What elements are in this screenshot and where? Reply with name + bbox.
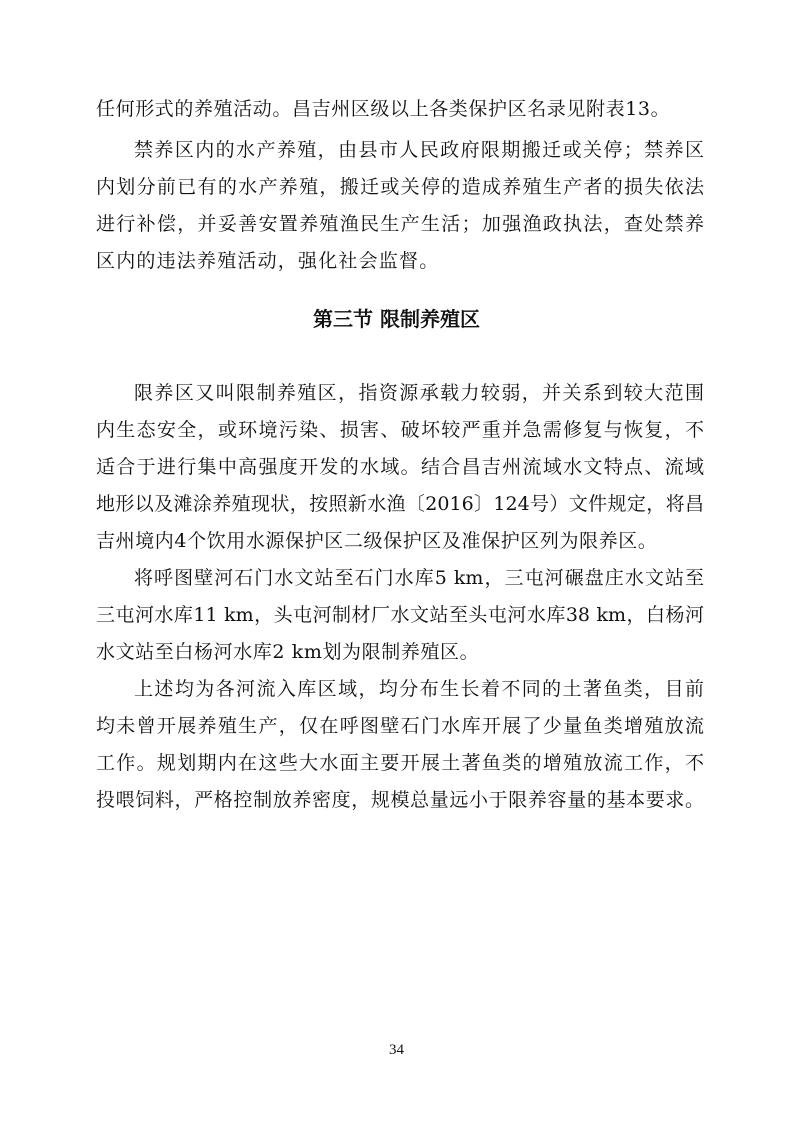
paragraph-line: 吉州境内4个饮用水源保护区二级保护区及准保护区列为限养区。 xyxy=(96,530,658,552)
paragraph-line: 限养区又叫限制养殖区，指资源承载力较弱，并关系到较大范围 xyxy=(134,382,704,404)
paragraph-line: 内划分前已有的水产养殖，搬迁或关停的造成养殖生产者的损失依法 xyxy=(96,176,704,198)
paragraph-line: 禁养区内的水产养殖，由县市人民政府限期搬迁或关停；禁养区 xyxy=(134,139,704,161)
paragraph-line: 水文站至白杨河水库2 km划为限制养殖区。 xyxy=(96,641,480,663)
paragraph-line: 进行补偿，并妥善安置养殖渔民生产生活；加强渔政执法，查处禁养 xyxy=(96,213,704,235)
section-heading: 第三节 限制养殖区 xyxy=(313,307,480,331)
paragraph-line: 适合于进行集中高强度开发的水域。结合昌吉州流域水文特点、流域 xyxy=(96,456,704,478)
paragraph-line: 均未曾开展养殖生产，仅在呼图壁石门水库开展了少量鱼类增殖放流 xyxy=(96,715,704,737)
page-number: 34 xyxy=(389,1042,404,1058)
paragraph-line: 任何形式的养殖活动。昌吉州区级以上各类保护区名录见附表13。 xyxy=(96,98,671,120)
paragraph-line: 上述均为各河流入库区域，均分布生长着不同的土著鱼类，目前 xyxy=(134,678,704,700)
paragraph-line: 内生态安全，或环境污染、损害、破坏较严重并急需修复与恢复，不 xyxy=(96,419,704,441)
paragraph-line: 区内的违法养殖活动，强化社会监督。 xyxy=(96,250,440,272)
paragraph-line: 投喂饲料，严格控制放养密度，规模总量远小于限养容量的基本要求。 xyxy=(96,789,704,811)
paragraph-line: 三屯河水库11 km，头屯河制材厂水文站至头屯河水库38 km，白杨河 xyxy=(96,604,704,626)
paragraph-line: 地形以及滩涂养殖现状，按照新水渔〔2016〕124号）文件规定，将昌 xyxy=(96,493,704,515)
paragraph-line: 将呼图壁河石门水文站至石门水库5 km，三屯河碾盘庄水文站至 xyxy=(134,567,704,589)
paragraph-line: 工作。规划期内在这些大水面主要开展土著鱼类的增殖放流工作，不 xyxy=(96,752,704,774)
